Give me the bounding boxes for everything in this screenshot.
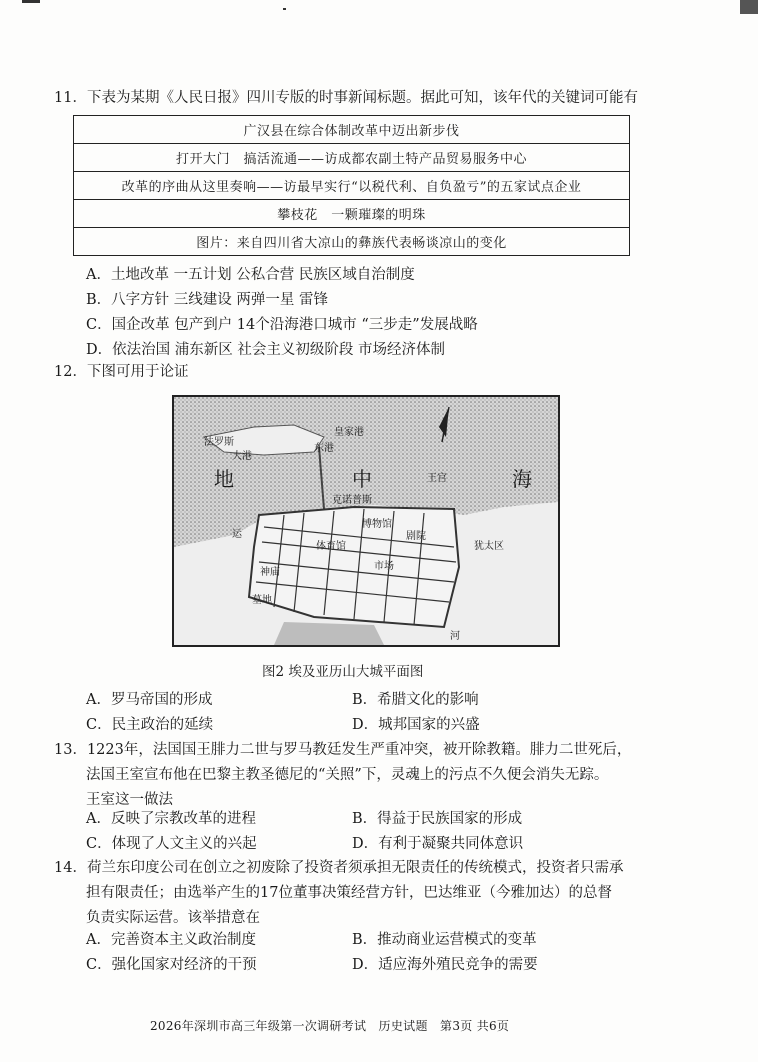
q13-stem-line-1	[54, 737, 631, 763]
q12-number: 12．	[54, 364, 87, 380]
map-label-canopus: 克诺普斯	[332, 495, 372, 506]
q12-option-c[interactable]: C．民主政治的延续	[86, 717, 214, 733]
news-headline-table	[73, 115, 630, 256]
map-label-cemetery: 墓地	[252, 595, 272, 606]
map-label-sea-1: 地	[214, 467, 234, 491]
q11-number: 11．	[54, 90, 87, 106]
q14-option-b[interactable]: B．推动商业运营模式的变革	[352, 932, 537, 948]
headline-row: 广汉县在综合体制改革中迈出新步伐	[74, 116, 630, 144]
q14-option-d[interactable]: D．适应海外殖民竞争的需要	[352, 957, 538, 973]
headline-row: 攀枝花 一颗璀璨的明珠	[74, 200, 630, 228]
q13-option-a[interactable]: A．反映了宗教改革的进程	[86, 811, 256, 827]
q14-number: 14．	[54, 860, 87, 876]
headline-row: 打开大门 搞活流通——访成都农副土特产品贸易服务中心	[74, 144, 630, 172]
map-label-river: 河	[450, 631, 460, 642]
q12-stem-text: 下图可用于论证	[86, 364, 189, 380]
q14-stem-line-3: 负责实际运营。该举措意在	[86, 910, 260, 926]
map-label-royal-harbor: 皇家港	[334, 427, 364, 438]
page-footer: 2026年深圳市高三年级第一次调研考试 历史试题 第3页 共6页	[150, 1019, 510, 1033]
map-label-marketplace: 市场	[374, 561, 394, 572]
headline-row: 改革的序曲从这里奏响——访最早实行“以税代利、自负盈亏”的五家试点企业	[74, 172, 630, 200]
figure-caption: 图2 埃及亚历山大城平面图	[262, 664, 424, 680]
q13-number: 13．	[54, 742, 87, 758]
q11-stem	[54, 85, 638, 111]
q14-option-a[interactable]: A．完善资本主义政治制度	[86, 932, 256, 948]
q13-option-b[interactable]: B．得益于民族国家的形成	[352, 811, 523, 827]
q12-option-b[interactable]: B．希腊文化的影响	[352, 692, 479, 708]
q12-stem	[54, 359, 188, 385]
q14-stem-line-1	[54, 855, 623, 881]
scan-speck	[740, 0, 758, 14]
map-label-east-harbor: 东港	[314, 443, 334, 454]
headline-row: 图片：来自四川省大凉山的彝族代表畅谈凉山的变化	[74, 228, 630, 256]
q11-stem-text: 下表为某期《人民日报》四川专版的时事新闻标题。据此可知，该年代的关键词可能有	[86, 90, 638, 106]
q14-stem-text-1: 荷兰东印度公司在创立之初废除了投资者须承担无限责任的传统模式，投资者只需承	[86, 860, 624, 876]
scan-speck	[22, 0, 40, 3]
map-label-canal: 运	[232, 529, 242, 540]
q11-option-b[interactable]: B．八字方针 三线建设 两弹一星 雷锋	[86, 292, 328, 308]
alexandria-city-map	[172, 395, 560, 647]
map-label-temple: 神庙	[260, 567, 280, 578]
q11-option-a[interactable]: A．土地改革 一五计划 公私合营 民族区域自治制度	[86, 267, 415, 283]
scan-speck	[283, 8, 286, 10]
map-label-sea-2: 中	[352, 467, 372, 491]
q13-option-d[interactable]: D．有利于凝聚共同体意识	[352, 836, 524, 852]
q13-stem-line-2: 法国王室宣布他在巴黎主教圣德尼的“关照”下，灵魂上的污点不久便会消失无踪。	[86, 767, 609, 783]
q13-stem-text-1: 1223年，法国国王腓力二世与罗马教廷发生严重冲突，被开除教籍。腓力二世死后，	[86, 742, 632, 758]
map-label-royal-palace: 王宫	[427, 473, 447, 484]
q11-option-c[interactable]: C．国企改革 包产到户 14个沿海港口城市 “三步走”发展战略	[86, 317, 478, 333]
q12-option-d[interactable]: D．城邦国家的兴盛	[352, 717, 480, 733]
q14-stem-line-2: 担有限责任；由选举产生的17位董事决策经营方针，巴达维亚（今雅加达）的总督	[86, 885, 612, 901]
q11-option-d[interactable]: D．依法治国 浦东新区 社会主义初级阶段 市场经济体制	[86, 342, 445, 358]
map-label-gymnasium: 体育馆	[316, 541, 346, 552]
map-label-great-harbor: 大港	[232, 451, 252, 462]
q14-option-c[interactable]: C．强化国家对经济的干预	[86, 957, 257, 973]
q13-option-c[interactable]: C．体现了人文主义的兴起	[86, 836, 257, 852]
lake-mareotis	[274, 622, 384, 645]
map-label-jewish-quarter: 犹太区	[474, 541, 504, 552]
map-label-museum: 博物馆	[362, 519, 392, 530]
map-label-lighthouse: 法罗斯	[204, 437, 234, 448]
map-label-sea-3: 海	[512, 467, 532, 491]
q12-option-a[interactable]: A．罗马帝国的形成	[86, 692, 213, 708]
map-label-theater: 剧院	[406, 531, 426, 542]
q13-stem-line-3: 王室这一做法	[86, 792, 173, 808]
